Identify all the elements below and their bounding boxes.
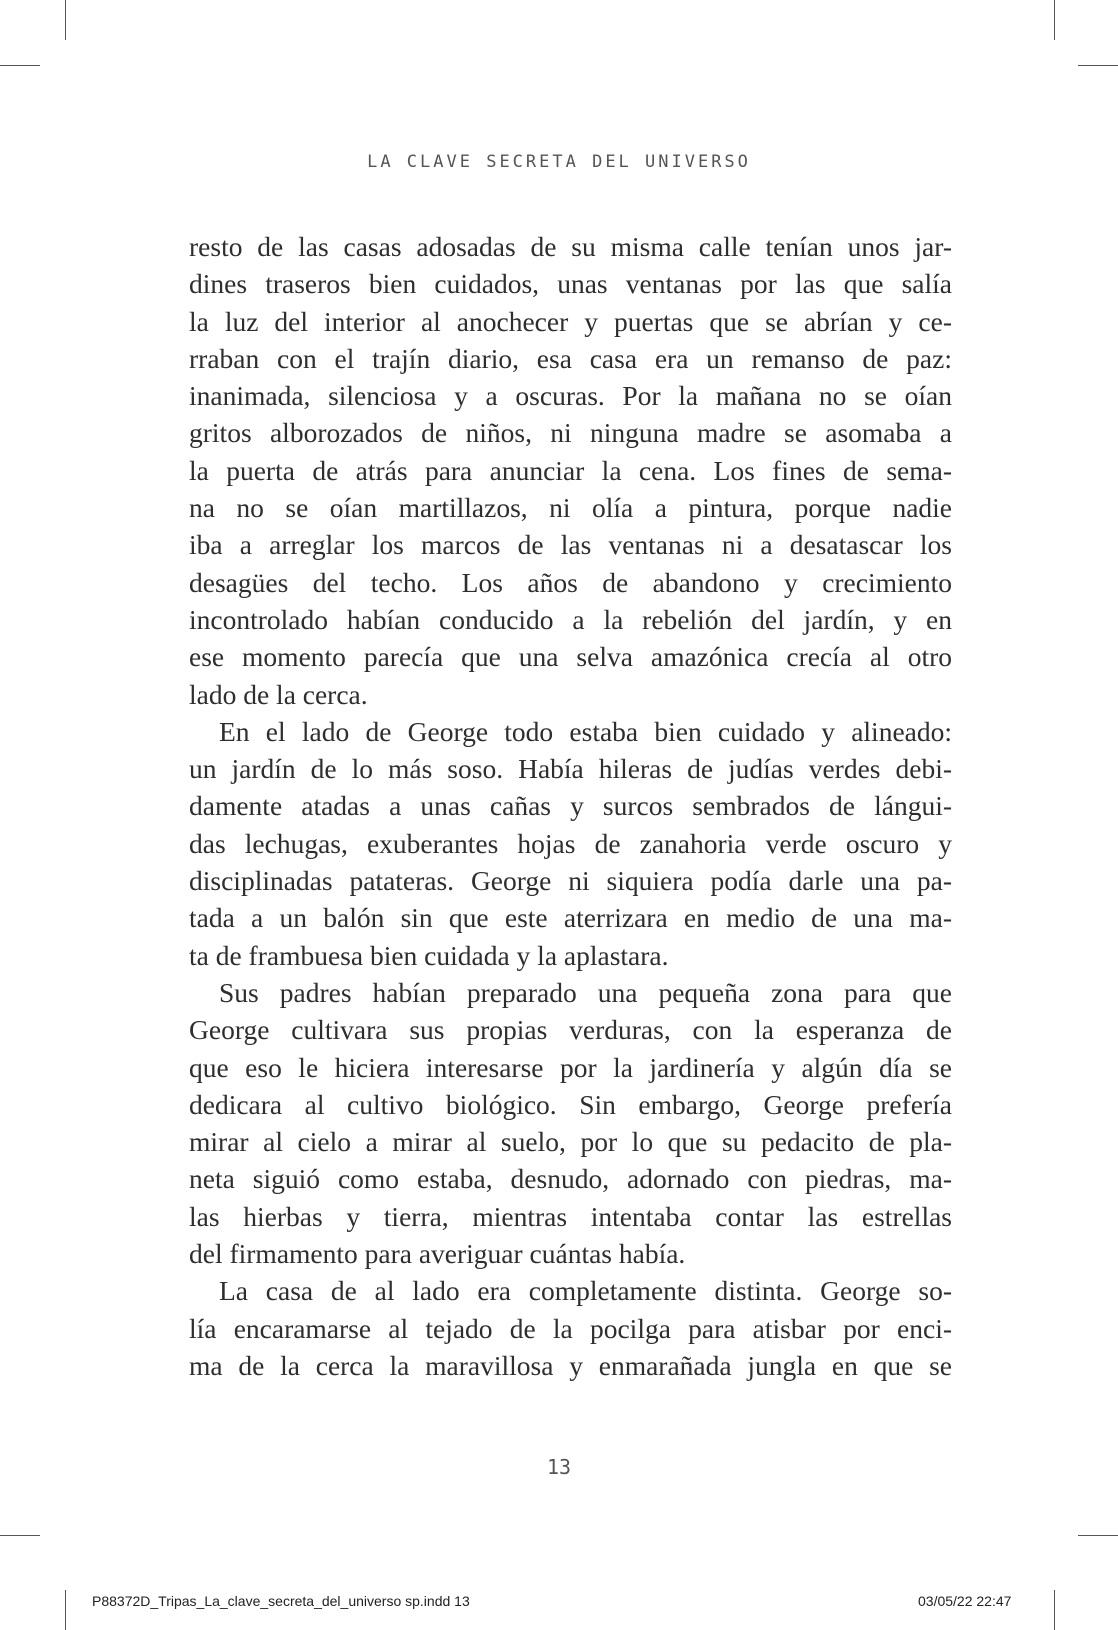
text-line: tada a un balón sin que este aterrizara en medio de una ma- xyxy=(189,902,952,934)
crop-mark-top-left-horizontal xyxy=(0,65,40,66)
crop-mark-top-right-vertical xyxy=(1054,0,1055,40)
text-line: disciplinadas patateras. George ni siquiera podía darle una pa- xyxy=(189,865,952,897)
page-number: 13 xyxy=(546,1455,572,1479)
crop-mark-top-left-vertical xyxy=(65,0,66,40)
crop-mark-bottom-left-vertical xyxy=(65,1590,66,1630)
text-line: resto de las casas adosadas de su misma calle tenían unos jar- xyxy=(189,231,952,262)
text-line: ma de la cerca la maravillosa y enmarañada jungla en que se xyxy=(189,1349,952,1381)
text-line: dines traseros bien cuidados, unas ventanas por las que salía xyxy=(189,268,952,300)
text-line: lado de la cerca. xyxy=(189,678,368,710)
text-line: dedicara al cultivo biológico. Sin embargo, George prefería xyxy=(189,1088,952,1120)
text-line: ta de frambuesa bien cuidada y la aplastara. xyxy=(189,939,669,971)
text-line: las hierbas y tierra, mientras intentaba contar las estrellas xyxy=(189,1200,952,1232)
text-line: incontrolado habían conducido a la rebelión del jardín, y en xyxy=(189,603,952,635)
slug-filename: P88372D_Tripas_La_clave_secreta_del_universo sp.indd 13 xyxy=(92,1593,470,1609)
text-line: un jardín de lo más soso. Había hileras de judías verdes debi- xyxy=(189,753,952,785)
paragraph xyxy=(189,1272,952,1384)
text-line: das lechugas, exuberantes hojas de zanahoria verde oscuro y xyxy=(189,827,952,859)
text-line: na no se oían martillazos, ni olía a pintura, porque nadie xyxy=(189,492,952,524)
text-line: la luz del interior al anochecer y puertas que se abrían y ce- xyxy=(189,305,952,337)
running-head: LA CLAVE SECRETA DEL UNIVERSO xyxy=(367,152,751,172)
text-line: lía encaramarse al tejado de la pocilga para atisbar por enci- xyxy=(189,1312,952,1344)
text-line: desagües del techo. Los años de abandono y crecimiento xyxy=(189,566,952,598)
text-line: ese momento parecía que una selva amazónica crecía al otro xyxy=(189,641,952,673)
text-line: George cultivara sus propias verduras, con la esperanza de xyxy=(189,1014,952,1046)
text-line: neta siguió como estaba, desnudo, adornado con piedras, ma- xyxy=(189,1163,952,1195)
paragraph xyxy=(189,713,952,974)
text-line: damente atadas a unas cañas y surcos sembrados de lángui- xyxy=(189,790,952,822)
crop-mark-bottom-right-horizontal xyxy=(1078,1535,1118,1536)
text-line: rraban con el trajín diario, esa casa era un remanso de paz: xyxy=(189,342,952,374)
body-text xyxy=(189,228,952,1384)
crop-mark-bottom-right-vertical xyxy=(1054,1590,1055,1630)
text-line: En el lado de George todo estaba bien cuidado y alineado: xyxy=(219,715,952,747)
crop-mark-top-right-horizontal xyxy=(1078,65,1118,66)
slug-timestamp: 03/05/22 22:47 xyxy=(918,1593,1012,1609)
text-line: iba a arreglar los marcos de las ventanas ni a desatascar los xyxy=(189,529,952,561)
text-line: la puerta de atrás para anunciar la cena. Los fines de sema- xyxy=(189,454,952,486)
crop-mark-bottom-left-horizontal xyxy=(0,1535,40,1536)
text-line: Sus padres habían preparado una pequeña zona para que xyxy=(219,976,952,1008)
text-line: La casa de al lado era completamente distinta. George so- xyxy=(219,1275,952,1307)
text-line: del firmamento para averiguar cuántas había. xyxy=(189,1238,686,1270)
text-line: que eso le hiciera interesarse por la jardinería y algún día se xyxy=(189,1051,952,1083)
paragraph xyxy=(189,974,952,1272)
text-line: inanimada, silenciosa y a oscuras. Por la mañana no se oían xyxy=(189,380,952,412)
text-line: gritos alborozados de niños, ni ninguna madre se asomaba a xyxy=(189,417,952,449)
paragraph xyxy=(189,228,952,713)
text-line: mirar al cielo a mirar al suelo, por lo que su pedacito de pla- xyxy=(189,1126,952,1158)
